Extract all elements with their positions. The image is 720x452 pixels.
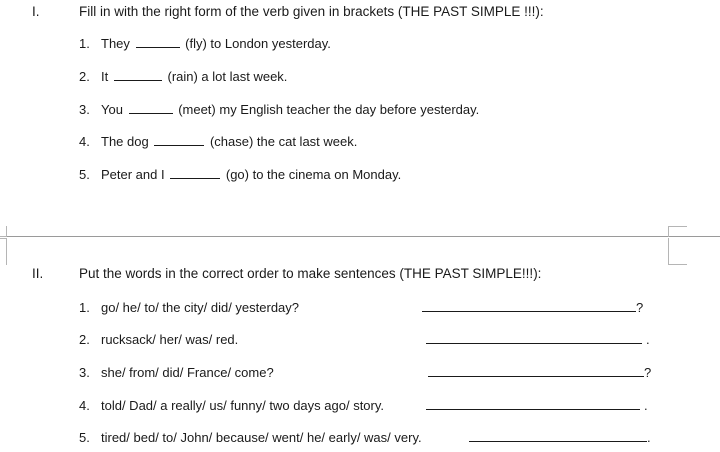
exercise-2-item-2 [79,332,238,347]
item-words: told/ Dad/ a really/ us/ funny/ two days ago/ story. [101,398,385,413]
answer-blank[interactable] [469,431,647,442]
answer-blank[interactable] [170,168,220,179]
item-number: 4. [79,398,90,413]
item-number: 5. [79,167,90,182]
answer-blank[interactable] [136,37,180,48]
answer-line-4[interactable] [426,398,648,413]
exercise-2-item-4 [79,398,384,413]
item-subject: Peter and I [101,167,165,182]
exercise-1-item-4 [79,134,357,149]
answer-end-mark: . [647,430,651,445]
item-number: 2. [79,69,90,84]
exercise-2-item-5 [79,430,422,445]
answer-blank[interactable] [422,301,636,312]
page-corner-mark-bottom-left [0,238,7,265]
section-2-title: Put the words in the correct order to make sentences (THE PAST SIMPLE!!!): [79,266,542,281]
page-divider [0,236,720,237]
item-number: 3. [79,365,90,380]
answer-line-3[interactable] [428,365,651,380]
page-corner-mark-top-left [0,226,7,237]
exercise-1-item-1 [79,36,331,51]
item-number: 5. [79,430,90,445]
item-number: 1. [79,300,90,315]
item-number: 1. [79,36,90,51]
item-prompt: (meet) my English teacher the day before yesterday. [178,102,480,117]
item-words: she/ from/ did/ France/ come? [101,365,274,380]
section-1-number: I. [32,4,40,19]
item-prompt: (rain) a lot last week. [167,69,288,84]
answer-blank[interactable] [129,103,173,114]
answer-blank[interactable] [426,333,642,344]
exercise-2-item-3 [79,365,274,380]
exercise-2-item-1 [79,300,299,315]
exercise-1-item-2 [79,69,287,84]
section-2-number: II. [32,266,44,281]
answer-end-mark: ? [636,300,644,315]
item-prompt: (fly) to London yesterday. [185,36,331,51]
item-prompt: (go) to the cinema on Monday. [225,167,402,182]
answer-blank[interactable] [428,366,644,377]
answer-end-mark: ? [644,365,652,380]
exercise-1-item-3 [79,102,479,117]
answer-blank[interactable] [426,399,640,410]
answer-blank[interactable] [114,70,162,81]
item-subject: You [101,102,123,117]
answer-end-mark: . [644,398,648,413]
item-number: 4. [79,134,90,149]
page-corner-mark-bottom-right [668,238,687,265]
item-words: go/ he/ to/ the city/ did/ yesterday? [101,300,300,315]
item-words: rucksack/ her/ was/ red. [101,332,239,347]
page-corner-mark-top-right [668,226,687,237]
answer-line-1[interactable] [422,300,643,315]
item-prompt: (chase) the cat last week. [209,134,358,149]
answer-end-mark: . [646,332,650,347]
answer-blank[interactable] [154,135,204,146]
section-1-title: Fill in with the right form of the verb given in brackets (THE PAST SIMPLE !!!): [79,4,544,19]
item-words: tired/ bed/ to/ John/ because/ went/ he/ early/ was/ very. [101,430,422,445]
item-subject: They [101,36,130,51]
exercise-1-item-5 [79,167,401,182]
answer-line-2[interactable] [426,332,650,347]
item-number: 2. [79,332,90,347]
item-subject: It [101,69,109,84]
item-number: 3. [79,102,90,117]
item-subject: The dog [101,134,149,149]
answer-line-5[interactable] [469,430,651,445]
